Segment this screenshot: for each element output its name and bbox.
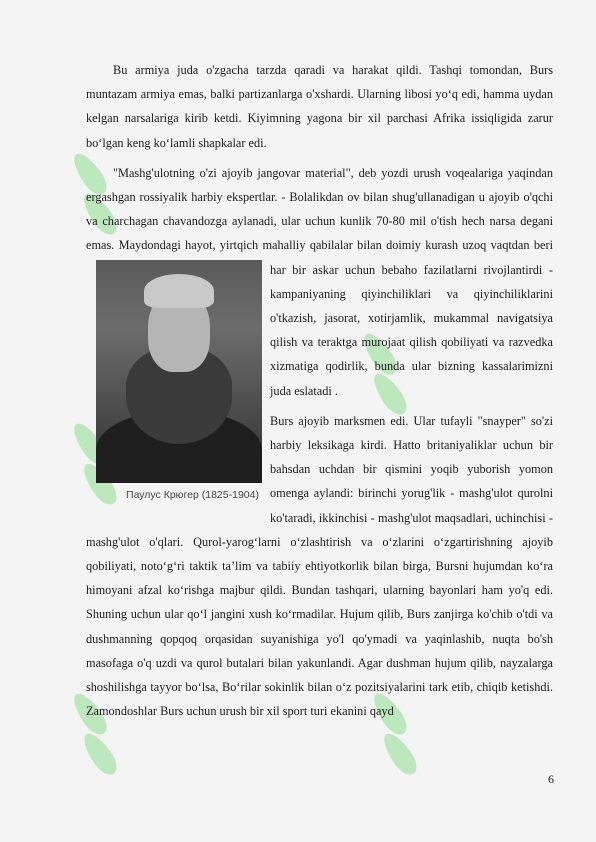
portrait-photo bbox=[96, 260, 262, 483]
page-number: 6 bbox=[548, 772, 554, 786]
paragraph-2 bbox=[86, 161, 553, 501]
paragraph-1: Bu armiya juda o'zgacha tarzda qaradi va harakat qildi. Tashqi tomondan, Burs muntazam armiya emas, balki partizanlarga o'xshardi. Ularning libosi yo‘q edi, hamma uydan kelgan narsalariga kirib ketdi. Kiyimning yagona bir xil parchasi Afrika issiqligida zarur bo‘lgan keng ko‘lamli shapkalar edi. bbox=[86, 63, 553, 150]
paragraph-2-text: "Mashg'ulotning o'zi ajoyib jangovar material", deb yozdi urush voqealariga yaqindan ergashgan rossiyalik harbiy ekspertlar. - Bolalikdan ov bilan shug'ullanadigan u ajoyib o'qchi va charchagan chavandozga aylanadi, ular uchun kunlik 70-80 mil o'tish hech narsa degani emas. Maydondagi hayot, yirtqich mahalliy qabilalar bilan doimiy kurash uzoq vaqtdan beri har bir askar uchun Паулус Крюгер (1825-1904) bebaho fazilatlarni rivojlantirdi - kampaniyaning qiyinchiliklari va qiyinchiliklarini o'tkazish, jasorat, xotirjamlik, mukammal navigatsiya qilish va teraktga murojaat qilish qobiliyati va razvedka xizmatiga qodirlik, bunda ular bizning kassalarimizni juda eslatadi . bbox=[86, 166, 553, 398]
portrait-figure bbox=[96, 260, 262, 510]
figure-caption: Паулус Крюгер (1825-1904) bbox=[126, 488, 259, 501]
page-body bbox=[86, 58, 553, 723]
paragraph-3: Burs ajoyib marksmen edi. Ular tufayli "snayper" so'zi harbiy leksikaga kirdi. Hatto britaniyaliklar uchun bir bahsdan uchdan bir qismini yoqib yuborish yomon omenga aylandi: birinchi yorug'lik - mashg'ulot qurolni ko'taradi, ikkinchisi - mashg'ulot maqsadlari, uchinchisi - mashg'ulot o'qlari. Qurol-yarog‘larni o‘zlashtirish va o‘zlarini o‘zgartirishning ajoyib qobiliyati, noto‘g‘ri taktik ta’lim va tabiiy ehtiyotkorlik bilan birga, Bursni hujumdan ko‘ra himoyani afzal ko‘rishga majbur qildi. Bundan tashqari, ularning bayonlari ham yo'q edi. Shuning uchun ular qo‘l jangini xush ko‘rmadilar. Hujum qilib, Burs zanjirga ko'chib o'tdi va dushmanning qopqoq orqasidan suyanishiga yo'l qo'ymadi va yaqinlashib, nuqta bo'sh masofaga o'q uzdi va qurol butalari bilan yakunlandi. Agar dushman hujum qilib, nayzalarga shoshilishga tayyor bo‘lsa, Bo‘rilar sokinlik bilan o‘z pozitsiyalarini tark etib, chiqib ketishdi. Zamondoshlar Burs uchun urush bir xil sport turi ekanini qayd bbox=[86, 413, 553, 719]
